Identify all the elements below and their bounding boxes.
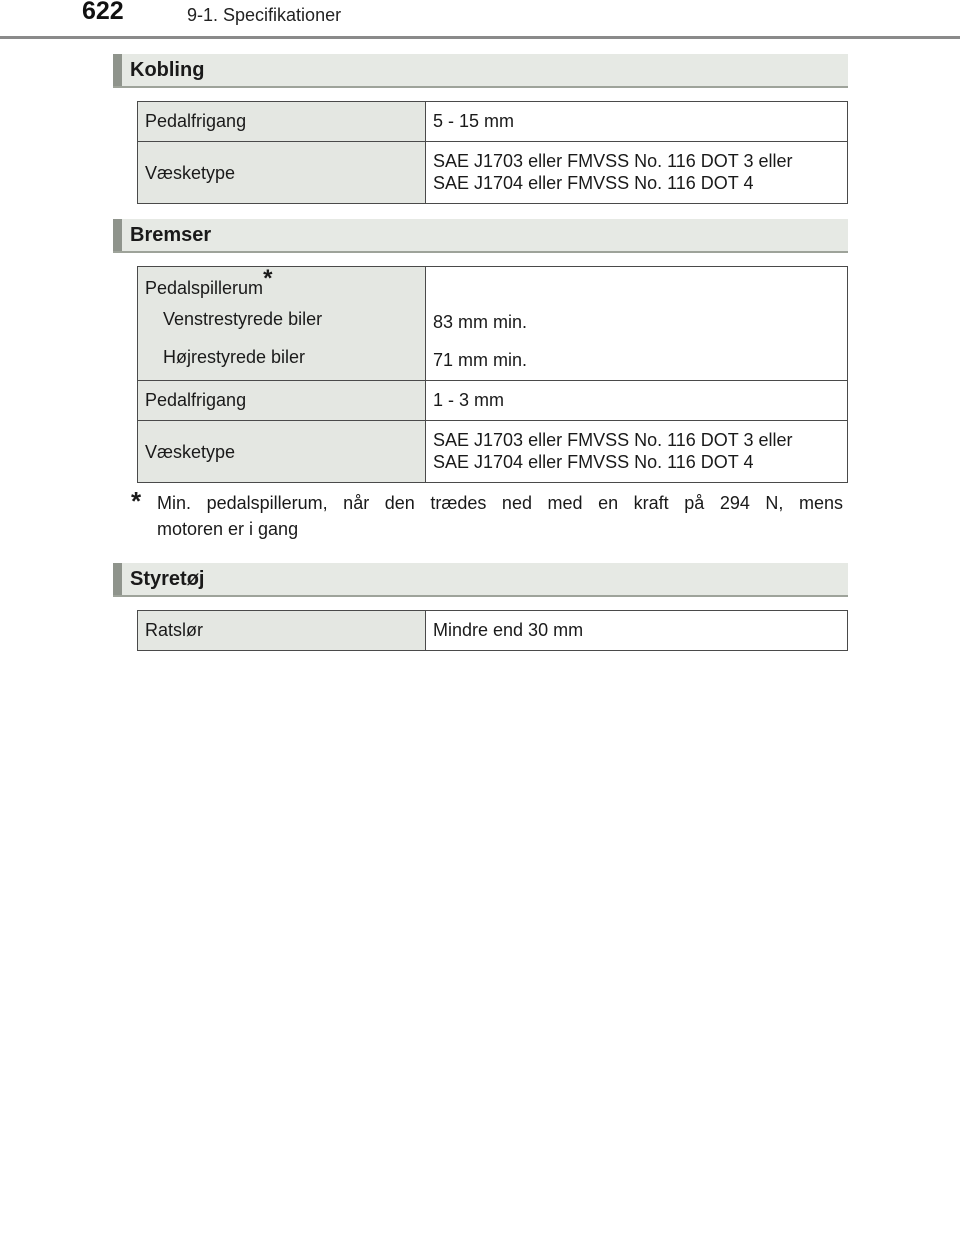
footnote-marker: * [263, 265, 273, 292]
spec-label: Pedalfrigang [145, 111, 247, 131]
spec-value-line: SAE J1704 eller FMVSS No. 116 DOT 4 [433, 452, 754, 472]
spec-label: Væsketype [145, 163, 236, 183]
spec-label-cell [138, 267, 426, 381]
spec-value-cell [426, 381, 848, 421]
spec-value [426, 611, 847, 650]
spec-value-line: SAE J1703 eller FMVSS No. 116 DOT 3 eller [433, 151, 793, 171]
header-divider [0, 36, 960, 39]
section-heading-bremser [113, 219, 848, 253]
section-title: Styretøj [130, 568, 205, 590]
spec-value-line: 5 - 15 mm [433, 111, 515, 131]
spec-label: Ratslør [145, 620, 203, 640]
table-row [138, 267, 848, 381]
spec-value-line: 1 - 3 mm [433, 390, 505, 410]
spec-label-text: Pedalspillerum [145, 278, 264, 298]
spec-value: 71 mm min. [433, 350, 528, 370]
table-row [138, 421, 848, 483]
spec-value-cell [426, 421, 848, 483]
spec-value-cell [426, 611, 848, 651]
spec-value-line: SAE J1704 eller FMVSS No. 116 DOT 4 [433, 173, 754, 193]
spec-label-cell [138, 102, 426, 142]
spec-label [138, 267, 425, 305]
spec-label-cell [138, 381, 426, 421]
spec-table-bremser [137, 266, 848, 483]
spec-value-cell [426, 102, 848, 142]
page-header [0, 0, 960, 40]
table-row [138, 102, 848, 142]
spec-label: Væsketype [145, 442, 236, 462]
spec-value-line: Mindre end 30 mm [433, 620, 584, 640]
section-heading-kobling [113, 54, 848, 88]
footnote-line: Min. pedalspillerum, når den trædes ned med en kraft på 294 N, mens [157, 493, 843, 513]
table-row [138, 142, 848, 204]
spec-value: 83 mm min. [433, 312, 528, 332]
page-number: 622 [82, 0, 124, 25]
footnote-text [157, 490, 843, 542]
spec-value-cell [426, 142, 848, 204]
spec-table-styretoj [137, 610, 848, 651]
spec-label-cell [138, 611, 426, 651]
section-title: Bremser [130, 224, 212, 246]
footnote-line: motoren er i gang [157, 519, 299, 539]
spec-sub-label: Højrestyrede biler [163, 347, 306, 367]
chapter-title: 9-1. Specifikationer [187, 5, 342, 25]
spec-value [426, 421, 847, 482]
table-row [138, 611, 848, 651]
spec-label-cell [138, 142, 426, 204]
section-heading-bar [113, 219, 122, 251]
table-row [138, 381, 848, 421]
section-heading-styretoj [113, 563, 848, 597]
spec-label-cell [138, 421, 426, 483]
footnote [131, 486, 843, 542]
spec-sub-label: Venstrestyrede biler [163, 309, 323, 329]
spec-value [426, 142, 847, 203]
spec-value-line: SAE J1703 eller FMVSS No. 116 DOT 3 eller [433, 430, 793, 450]
section-heading-bar [113, 54, 122, 86]
spec-table-kobling [137, 101, 848, 204]
spec-value [426, 381, 847, 420]
spec-label: Pedalfrigang [145, 390, 247, 410]
section-heading-bar [113, 563, 122, 595]
footnote-marker: * [131, 486, 142, 516]
section-title: Kobling [130, 59, 205, 81]
spec-value-cell [426, 267, 848, 381]
spec-value [426, 102, 847, 141]
